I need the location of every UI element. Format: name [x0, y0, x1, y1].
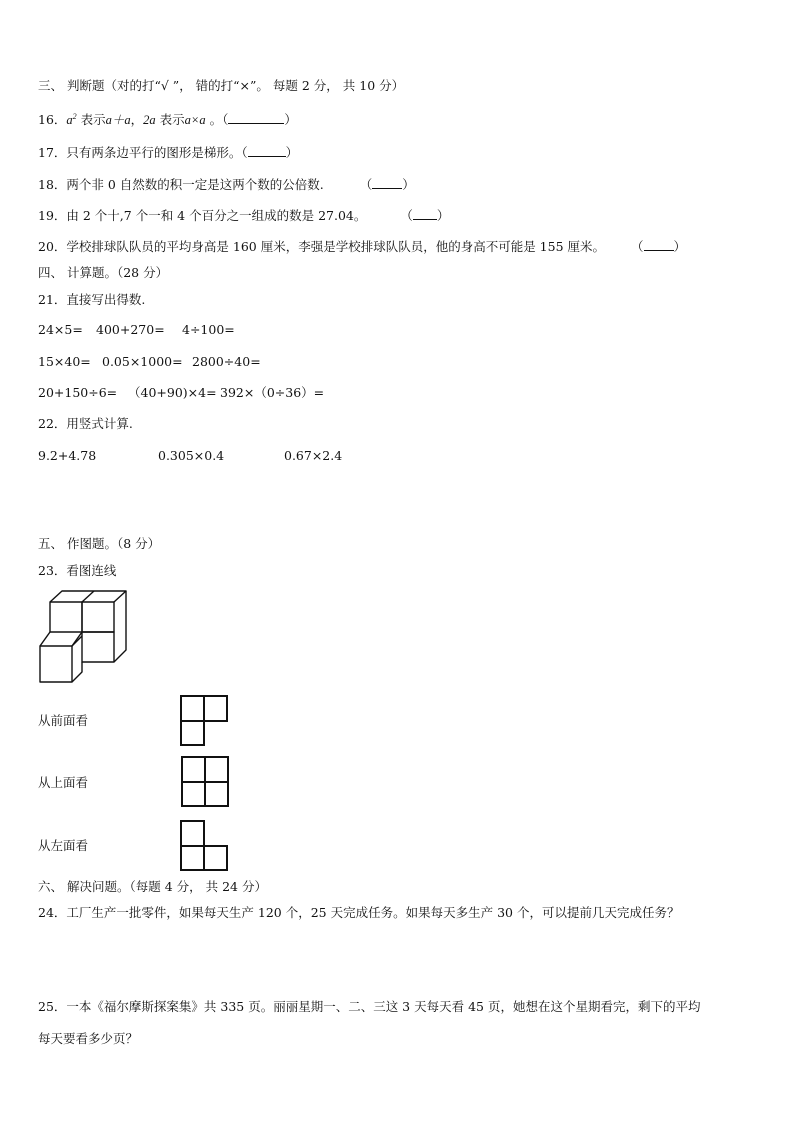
section-3-title: 三、 判断题（对的打“√ ”， 错的打“×”。 每题 2 分， 共 10 分）	[38, 78, 405, 93]
answer-blank[interactable]	[228, 112, 284, 124]
calc-item: 392×（0÷36）=	[220, 385, 325, 400]
calc-item: 0.67×2.4	[284, 448, 343, 463]
calc-item: 2800÷40=	[192, 354, 261, 369]
text: ）	[402, 177, 415, 192]
calc-row-2	[38, 354, 261, 370]
expr-a-plus-a: a＋a	[105, 113, 131, 128]
text: （	[359, 177, 373, 192]
calc-row-3	[38, 385, 324, 401]
question-24: 24．工厂生产一批零件，如果每天生产 120 个，25 天完成任务。如果每天多生产 30 个，可以提前几天完成任务？	[38, 905, 680, 920]
text: ）	[285, 145, 299, 160]
view-label-top: 从上面看	[38, 775, 89, 790]
text: ）	[673, 239, 687, 254]
text: ）	[436, 208, 450, 223]
text: （	[400, 208, 413, 223]
question-17	[38, 145, 298, 161]
question-text: 18．两个非 0 自然数的积一定是这两个数的公倍数.	[38, 177, 324, 192]
section-6-title: 六、 解决问题。（每题 4 分， 共 24 分）	[38, 879, 267, 894]
section-4-title: 四、 计算题。（28 分）	[38, 265, 169, 280]
view-label-left: 从左面看	[38, 838, 89, 853]
calc-item: 0.305×0.4	[158, 448, 225, 463]
calc-item: 0.05×1000=	[102, 354, 183, 369]
view-shape-3[interactable]	[179, 819, 231, 873]
calc-item: 400+270=	[96, 322, 165, 337]
text: ，	[130, 112, 144, 128]
text: ）	[284, 112, 297, 128]
expr-a-squared: $a^2$	[66, 112, 77, 128]
calc-item: 15×40=	[38, 354, 91, 369]
question-21-title: 21．直接写出得数.	[38, 292, 146, 307]
question-text: 20．学校排球队队员的平均身高是 160 厘米，李强是学校排球队队员，他的身高不可能是 155 厘米。	[38, 239, 606, 254]
view-label-front: 从前面看	[38, 713, 89, 728]
question-20	[38, 239, 686, 255]
question-22-title: 22．用竖式计算.	[38, 416, 133, 431]
cube-figure	[38, 588, 130, 686]
calc-item: 9.2+4.78	[38, 448, 97, 463]
calc-item: 20+150÷6=	[38, 385, 118, 400]
text: 表示	[76, 112, 106, 128]
vertical-calc-row	[38, 448, 342, 464]
question-25-line-1: 25．一本《福尔摩斯探案集》共 335 页。丽丽星期一、二、三这 3 天每天看 45 页，她想在这个星期看完，剩下的平均	[38, 999, 701, 1014]
expr-2a: 2a	[143, 113, 156, 128]
answer-blank[interactable]	[372, 177, 402, 189]
view-shape-1[interactable]	[179, 694, 231, 748]
text: 表示	[155, 112, 185, 128]
question-19	[38, 208, 449, 224]
answer-blank[interactable]	[644, 239, 674, 251]
text: 。（	[205, 112, 229, 128]
question-16	[38, 109, 297, 128]
calc-row-1	[38, 322, 235, 338]
question-number: 16．	[38, 112, 67, 128]
calc-item: 24×5=	[38, 322, 83, 337]
question-text: 17．只有两条边平行的图形是梯形。（	[38, 145, 248, 160]
question-25-line-2: 每天要看多少页？	[38, 1031, 139, 1046]
calc-item: 4÷100=	[182, 322, 235, 337]
calc-item: （40+90)×4=	[128, 385, 217, 400]
answer-blank[interactable]	[413, 208, 437, 220]
question-18	[38, 177, 415, 193]
question-23-title: 23．看图连线	[38, 563, 117, 578]
text: （	[631, 239, 644, 254]
expr-a-times-a: a×a	[184, 113, 206, 128]
view-shape-2[interactable]	[180, 755, 232, 809]
section-5-title: 五、 作图题。（8 分）	[38, 536, 161, 551]
question-text: 19．由 2 个十,7 个一和 4 个百分之一组成的数是 27.04。	[38, 208, 367, 223]
answer-blank[interactable]	[248, 145, 286, 157]
